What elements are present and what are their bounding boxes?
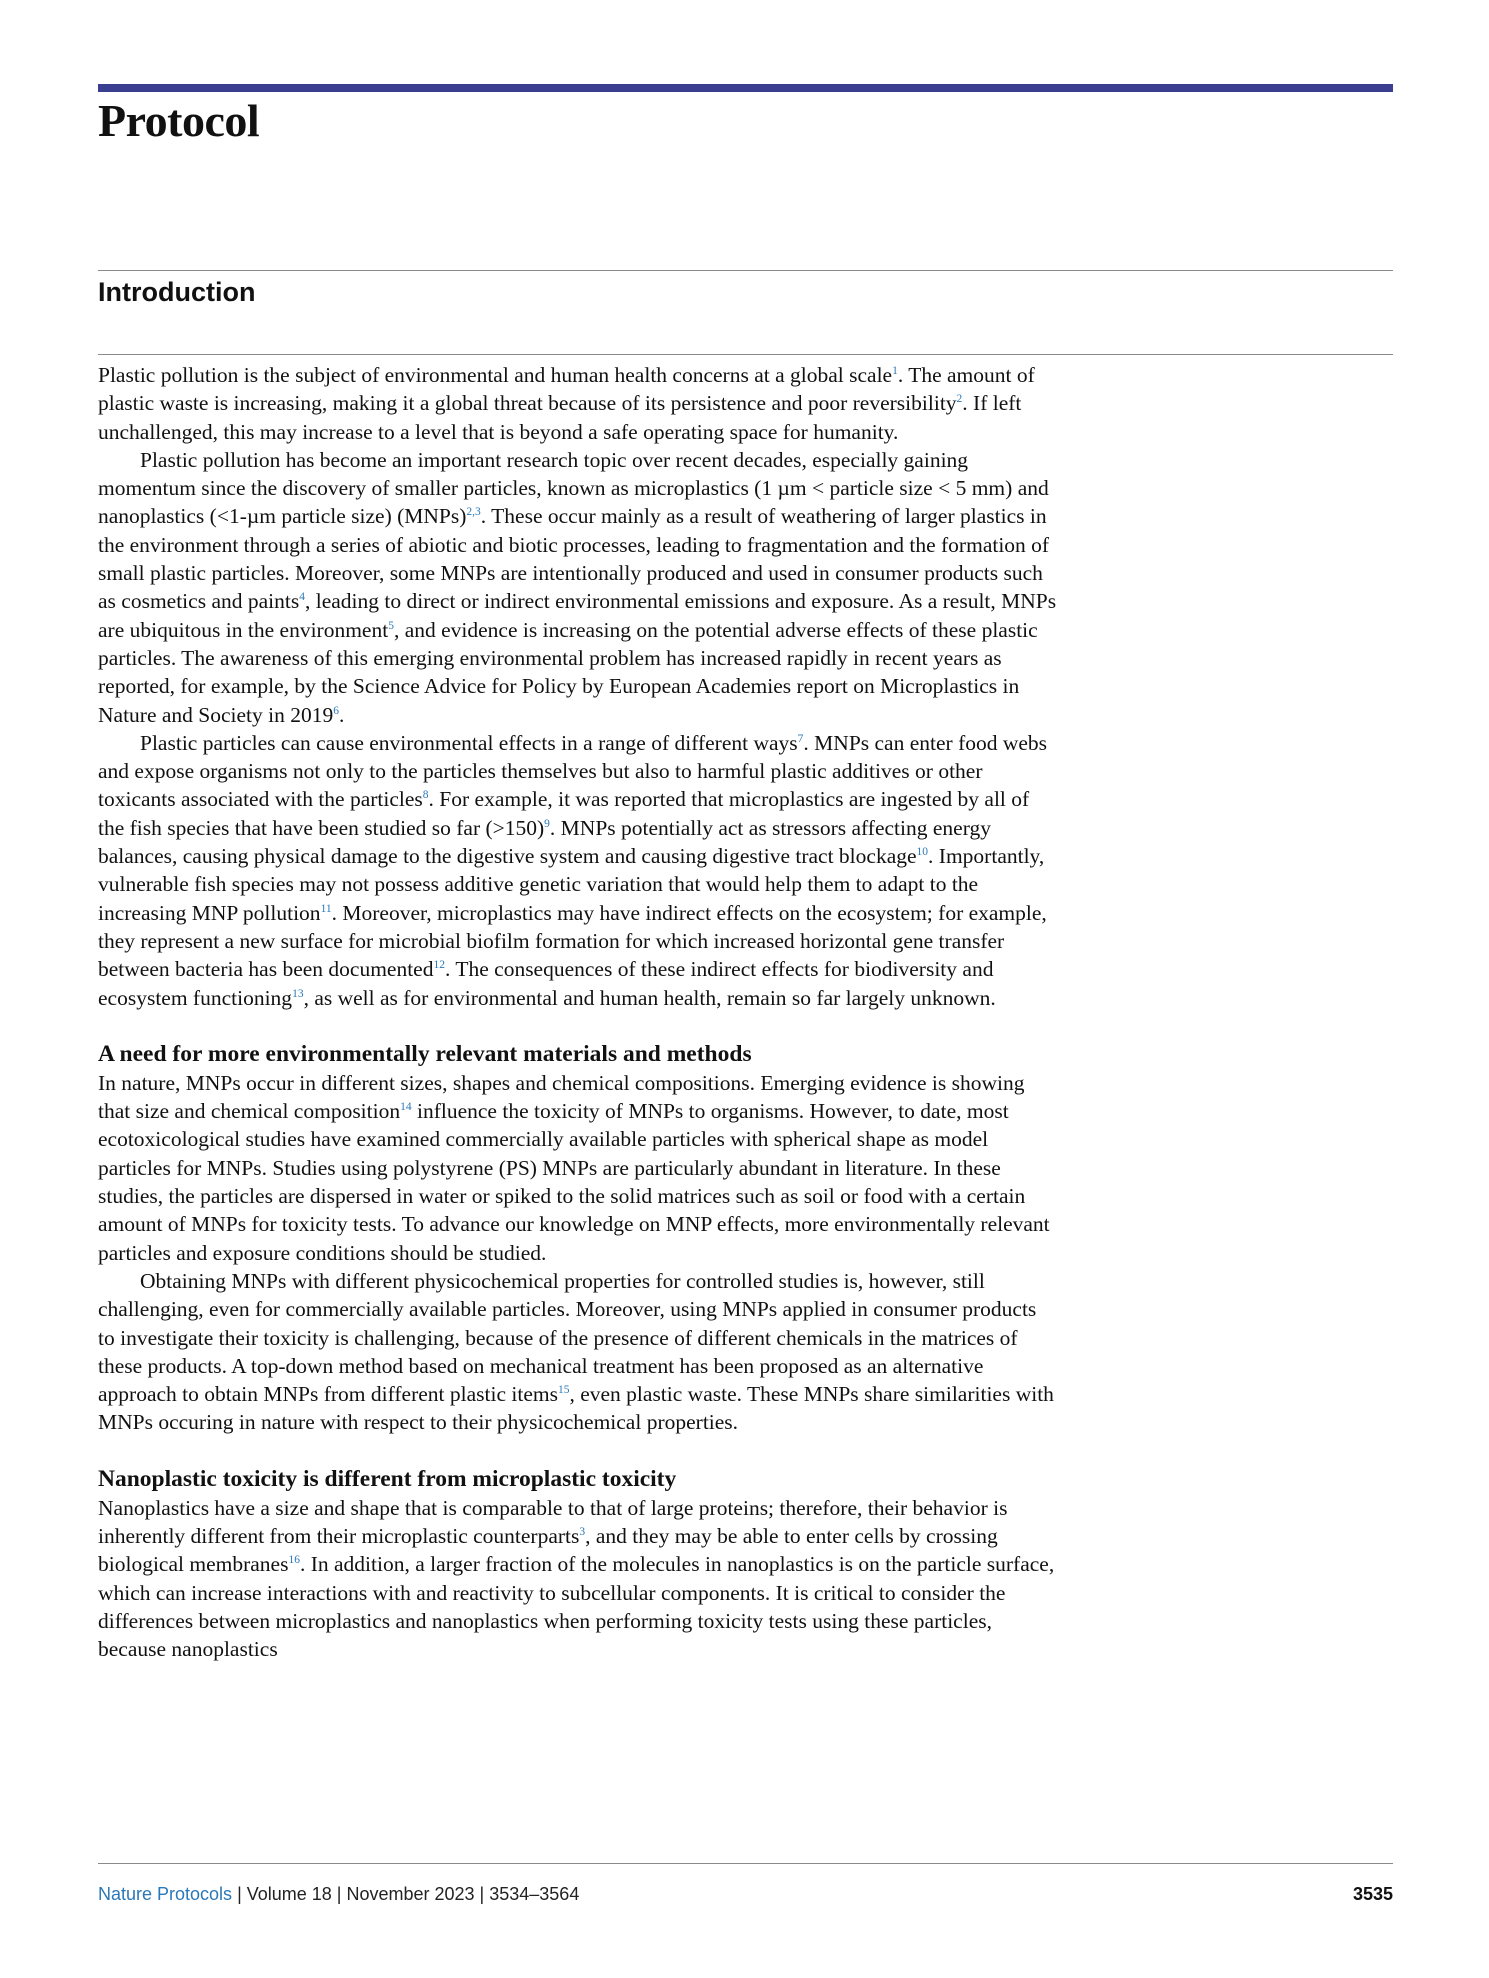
intro-paragraph-1: Plastic pollution is the subject of environmental and human health concerns at a global scale$^1$. The amount of plastic waste is increasing, making it a global threat because of its persistence and poor reversibility$^2$. If left unchallenged, this may increase to a level that is beyond a safe operating space for humanity.	[98, 363, 1035, 444]
citation-ref[interactable]: 11	[320, 902, 332, 915]
citation-ref[interactable]: 7	[797, 732, 804, 745]
citation-ref[interactable]: 2,3	[466, 506, 481, 519]
journal-link[interactable]: Nature Protocols	[98, 1884, 233, 1904]
introduction-heading: Introduction	[98, 277, 256, 307]
citation-ref[interactable]: 13	[292, 987, 304, 1000]
article-body	[98, 361, 1058, 1663]
issue-details: | Volume 18 | November 2023 | 3534–3564	[232, 1884, 580, 1904]
nanoplastic-paragraph-1: Nanoplastics have a size and shape that is comparable to that of large proteins; therefore, their behavior is inherently different from their microplastic counterparts$^3$, and they may be able to enter cells by crossing biological membranes$^{16}$. In addition, a larger fraction of the molecules in nanoplastics is on the particle surface, which can increase interactions with and reactivity to subcellular components. It is critical to consider the differences between microplastics and nanoplastics when performing toxicity tests using these particles, because nanoplastics	[98, 1495, 1055, 1662]
page-number: 3535	[1352, 1884, 1393, 1904]
citation-ref[interactable]: 16	[288, 1554, 300, 1567]
citation-ref[interactable]: 3	[579, 1525, 586, 1538]
citation-ref[interactable]: 14	[400, 1100, 412, 1113]
citation-ref[interactable]: 12	[433, 959, 445, 972]
citation-ref[interactable]: 6	[333, 704, 340, 717]
article-type-label: Protocol	[98, 95, 260, 146]
citation-ref[interactable]: 8	[422, 789, 429, 802]
materials-paragraph-1: In nature, MNPs occur in different sizes, shapes and chemical compositions. Emerging evidence is showing that size and chemical composition$^{14}$ influence the toxicity of MNPs to organisms. However, to date, most ecotoxicological studies have examined commercially available particles with spherical shape as model particles for MNPs. Studies using polystyrene (PS) MNPs are particularly abundant in literature. In these studies, the particles are dispersed in water or spiked to the solid matrices such as soil or food with a certain amount of MNPs for toxicity tests. To advance our knowledge on MNP effects, more environmentally relevant particles and exposure conditions should be studied.	[98, 1070, 1050, 1265]
intro-paragraph-3: Plastic particles can cause environmental effects in a range of different ways$^7$. MNPs can enter food webs and expose organisms not only to the particles themselves but also to harmful plastic additives or other toxicants associated with the particles$^8$. For example, it was reported that microplastics are ingested by all of the fish species that have been studied so far (>150)$^9$. MNPs potentially act as stressors affecting energy balances, causing physical damage to the digestive system and causing digestive tract blockage$^{10}$. Importantly, vulnerable fish species may not possess additive genetic variation that would help them to adapt to the increasing MNP pollution$^{11}$. Moreover, microplastics may have indirect effects on the ecosystem; for example, they represent a new surface for microbial biofilm formation for which increased horizontal gene transfer between bacteria has been documented$^{12}$. The consequences of these indirect effects for biodiversity and ecosystem functioning$^{13}$, as well as for environmental and human health, remain so far largely unknown.	[98, 730, 1048, 1010]
footer-rule	[98, 1863, 1393, 1864]
materials-subheading: A need for more environmentally relevant materials and methods	[98, 1040, 752, 1067]
materials-paragraph-2: Obtaining MNPs with different physicochemical properties for controlled studies is, however, still challenging, even for commercially available particles. Moreover, using MNPs applied in consumer products to investigate their toxicity is challenging, because of the presence of different chemicals in the matrices of these products. A top-down method based on mechanical treatment has been proposed as an alternative approach to obtain MNPs from different plastic items$^{15}$, even plastic waste. These MNPs share similarities with MNPs occuring in nature with respect to their physicochemical properties.	[98, 1268, 1054, 1435]
intro-paragraph-2: Plastic pollution has become an important research topic over recent decades, especially gaining momentum since the discovery of smaller particles, known as microplastics (1 µm < particle size < 5 mm) and nanoplastics (<1-µm particle size) (MNPs)$^{2,3}$. These occur mainly as a result of weathering of larger plastics in the environment through a series of abiotic and biotic processes, leading to fragmentation and the formation of small plastic particles. Moreover, some MNPs are intentionally produced and used in consumer products such as cosmetics and paints$^4$, leading to direct or indirect environmental emissions and exposure. As a result, MNPs are ubiquitous in the environment$^5$, and evidence is increasing on the potential adverse effects of these plastic particles. The awareness of this emerging environmental problem has increased rapidly in recent years as reported, for example, by the Science Advice for Policy by European Academies report on Microplastics in Nature and Society in 2019$^6$.	[98, 447, 1057, 727]
footer-citation	[98, 1884, 579, 1905]
nanoplastic-subheading: Nanoplastic toxicity is different from microplastic toxicity	[98, 1465, 677, 1492]
citation-ref[interactable]: 4	[299, 591, 305, 604]
section-rule-bottom	[98, 354, 1393, 355]
header-accent-bar	[98, 84, 1393, 92]
citation-ref[interactable]: 15	[557, 1383, 570, 1396]
citation-ref[interactable]: 10	[916, 845, 929, 858]
citation-ref[interactable]: 5	[388, 619, 394, 632]
citation-ref[interactable]: 1	[892, 364, 898, 377]
citation-ref[interactable]: 2	[956, 393, 963, 406]
section-rule-top	[98, 270, 1393, 271]
citation-ref[interactable]: 9	[544, 817, 550, 830]
